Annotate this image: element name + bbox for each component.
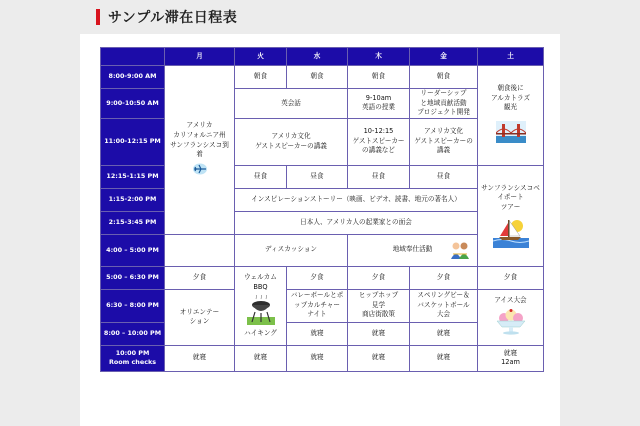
table-row — [101, 66, 544, 89]
time-slot: 9:00-10:50 AM — [101, 89, 165, 119]
header-row — [101, 48, 544, 66]
time-slot: 2:15-3:45 PM — [101, 211, 165, 234]
mon-empty-cell — [165, 234, 235, 266]
page-title-bar — [96, 6, 237, 28]
wed-dinner: 夕食 — [287, 266, 348, 289]
tue-lunch: 昼食 — [235, 165, 287, 188]
community-cell — [348, 234, 478, 266]
time-slot: 1:15-2:00 PM — [101, 188, 165, 211]
culture-lecture-cell — [235, 118, 348, 165]
cell-line: ション — [189, 317, 210, 326]
cell-line: 12am — [501, 358, 520, 367]
day-mon: 月 — [165, 48, 235, 66]
cell-line: リーダーシップ — [420, 89, 467, 97]
time-slot: 8:00-9:00 AM — [101, 66, 165, 89]
fri-morning-cell — [410, 89, 478, 119]
sat-lights-out — [478, 345, 544, 371]
schedule-table — [100, 47, 544, 372]
day-tue: 火 — [235, 48, 287, 66]
mon-dinner: 夕食 — [165, 266, 235, 289]
title-accent — [96, 9, 100, 25]
fri-breakfast: 朝食 — [410, 66, 478, 89]
day-thu: 木 — [348, 48, 410, 66]
fri-lunch: 昼食 — [410, 165, 478, 188]
cell-line: スペリングビー＆ — [417, 291, 470, 300]
cell-line: ハイキング — [244, 328, 277, 337]
cell-line: ナイト — [307, 310, 327, 319]
cell-line: ゲストスピーカーの講義 — [414, 136, 473, 155]
thu-lights-out: 就寝 — [348, 345, 410, 371]
cell-line: BBQ — [253, 282, 268, 291]
airplane-icon — [192, 163, 208, 175]
time-slot: 4:00 – 5:00 PM — [101, 234, 165, 266]
day-fri: 金 — [410, 48, 478, 66]
bridge-icon — [496, 121, 526, 143]
table-row — [101, 266, 544, 289]
cell-line: Room checks — [108, 358, 157, 367]
wed-evening-cell — [287, 289, 348, 322]
thu-evening-cell — [348, 289, 410, 322]
discussion-cell: ディスカッション — [235, 234, 348, 266]
time-slot: 11:00-12:15 PM — [101, 118, 165, 165]
cell-line: と地域貢献活動 — [420, 98, 467, 107]
cell-line: 9-10am — [365, 93, 392, 102]
sat-dinner: 夕食 — [478, 266, 544, 289]
sat-morning-cell — [478, 66, 544, 166]
orientation-cell — [165, 289, 235, 345]
cell-line: ゲストスピーカー — [352, 136, 405, 145]
cell-line: 観光 — [503, 103, 518, 112]
cell-line: 朝食後に — [497, 84, 524, 93]
cell-line: 就寝 — [503, 348, 518, 357]
time-slot: 12:15-1:15 PM — [101, 165, 165, 188]
friends-icon — [449, 239, 471, 261]
english-class-cell: 英会話 — [235, 89, 348, 119]
cell-line: 見学 — [371, 300, 386, 309]
sailboat-icon — [493, 216, 529, 248]
wed-bedtime: 就寝 — [287, 322, 348, 345]
cell-line: の講義など — [362, 146, 395, 155]
cell-line: 商店街散策 — [362, 310, 395, 319]
tue-evening-cell — [235, 266, 287, 345]
day-wed: 水 — [287, 48, 348, 66]
thu-morning-cell — [348, 89, 410, 119]
fri-dinner: 夕食 — [410, 266, 478, 289]
time-slot: 8:00 – 10:00 PM — [101, 322, 165, 345]
thu-breakfast: 朝食 — [348, 66, 410, 89]
cell-line: アメリカ文化 — [423, 127, 464, 136]
cell-line: バスケットボール — [417, 300, 470, 309]
inspiration-cell: インスピレーションストーリー（映画、ビデオ、読書、地元の著名人） — [235, 188, 478, 211]
cell-line: バレーボールとポ — [290, 291, 344, 300]
cell-line: 10:00 PM — [115, 348, 150, 357]
table-row — [101, 289, 544, 322]
time-slot — [101, 345, 165, 371]
sat-tour-cell — [478, 165, 544, 266]
time-slot: 5:00 – 6:30 PM — [101, 266, 165, 289]
thu-lunch: 昼食 — [348, 165, 410, 188]
thu-midday-cell — [348, 118, 410, 165]
table-row — [101, 345, 544, 371]
cell-line: カリフォルニア州 — [173, 131, 226, 139]
grill-icon — [247, 295, 275, 325]
cell-line: アメリカ — [186, 121, 213, 130]
ice-cream-icon — [494, 309, 528, 335]
cell-line: ゲストスピーカーの講義 — [255, 141, 327, 150]
cell-line: アメリカ文化 — [271, 132, 311, 141]
time-slot: 6:30 – 8:00 PM — [101, 289, 165, 322]
cell-line: オリエンテー — [179, 307, 220, 316]
mon-lights-out: 就寝 — [165, 345, 235, 371]
wed-lights-out: 就寝 — [287, 345, 348, 371]
cell-line: アイス大会 — [494, 296, 527, 305]
cell-line: ップカルチャー — [294, 300, 340, 309]
cell-line: ツアー — [500, 202, 521, 211]
entrepreneur-cell: 日本人、アメリカ人の起業家との面会 — [235, 211, 478, 234]
fri-lights-out: 就寝 — [410, 345, 478, 371]
cell-line: サンフランシスコ到 — [170, 140, 229, 149]
wed-breakfast: 朝食 — [287, 66, 348, 89]
cell-line: ウェルカム — [244, 273, 277, 282]
cell-line: 大会 — [436, 310, 451, 319]
cell-line: サンフランシスコベ — [481, 183, 540, 192]
cell-line: イポート — [497, 193, 524, 202]
cell-line: 10-12:15 — [363, 127, 394, 136]
day-sat: 土 — [478, 48, 544, 66]
cell-line: プロジェクト開発 — [417, 108, 470, 117]
thu-bedtime: 就寝 — [348, 322, 410, 345]
thu-dinner: 夕食 — [348, 266, 410, 289]
table-row — [101, 234, 544, 266]
mon-arrival-cell — [165, 66, 235, 235]
cell-text: 地域奉仕活動 — [392, 245, 433, 254]
header-corner — [101, 48, 165, 66]
cell-line: アルカトラズ — [490, 93, 531, 102]
tue-lights-out: 就寝 — [235, 345, 287, 371]
fri-evening-cell — [410, 289, 478, 322]
fri-bedtime: 就寝 — [410, 322, 478, 345]
page-title: サンプル滞在日程表 — [108, 10, 238, 26]
cell-line: 英語の授業 — [362, 103, 395, 112]
fri-midday-cell — [410, 118, 478, 165]
wed-lunch: 昼食 — [287, 165, 348, 188]
cell-line: 着 — [196, 150, 203, 159]
tue-breakfast: 朝食 — [235, 66, 287, 89]
cell-line: ヒップホップ — [358, 291, 399, 300]
sat-evening-cell — [478, 289, 544, 345]
